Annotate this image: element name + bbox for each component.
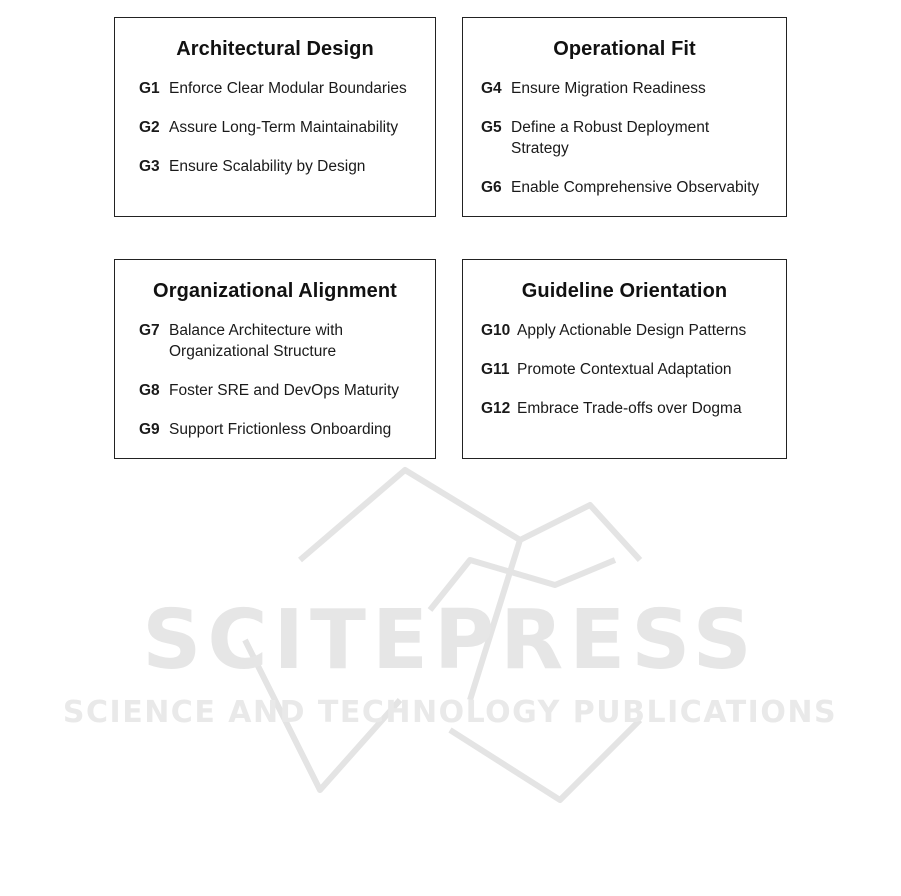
guideline-text: Apply Actionable Design Patterns bbox=[517, 322, 747, 339]
guideline-list bbox=[481, 320, 780, 437]
guideline-text: Promote Contextual Adaptation bbox=[517, 361, 732, 378]
panel-guideline-orientation bbox=[462, 259, 787, 459]
watermark-brand: SCITEPRESS bbox=[142, 593, 758, 688]
guideline-code: G8 bbox=[139, 382, 160, 399]
guideline-item bbox=[139, 419, 429, 440]
panel-title: Organizational Alignment bbox=[153, 280, 397, 302]
guideline-code: G11 bbox=[481, 361, 510, 378]
guideline-text: Ensure Scalability by Design bbox=[169, 158, 366, 175]
guideline-item bbox=[139, 320, 429, 362]
guideline-item bbox=[481, 78, 780, 99]
guideline-item bbox=[481, 359, 780, 380]
guideline-code: G10 bbox=[481, 322, 511, 339]
guideline-item bbox=[481, 320, 780, 341]
guideline-code: G2 bbox=[139, 119, 160, 136]
guideline-text: Assure Long-Term Maintainability bbox=[169, 119, 399, 136]
guideline-item bbox=[139, 117, 429, 138]
guideline-code: G9 bbox=[139, 421, 160, 438]
guideline-list bbox=[139, 78, 429, 195]
guideline-code: G4 bbox=[481, 80, 502, 97]
guideline-item bbox=[481, 398, 780, 419]
guideline-code: G1 bbox=[139, 80, 160, 97]
watermark-tagline: SCIENCE AND TECHNOLOGY PUBLICATIONS bbox=[62, 695, 838, 730]
panel-title: Guideline Orientation bbox=[521, 280, 728, 302]
guideline-text: Enable Comprehensive Observabity bbox=[511, 179, 760, 196]
panel-title: Architectural Design bbox=[176, 38, 374, 60]
panel-organizational-alignment bbox=[114, 259, 436, 459]
guideline-text: Balance Architecture with Organizational Structure bbox=[169, 322, 344, 360]
guideline-item bbox=[139, 78, 429, 99]
guideline-list bbox=[481, 78, 780, 216]
panel-architectural-design bbox=[114, 17, 436, 217]
guideline-code: G3 bbox=[139, 158, 160, 175]
guideline-code: G7 bbox=[139, 322, 160, 339]
panel-title: Operational Fit bbox=[553, 38, 696, 60]
guideline-text: Support Frictionless Onboarding bbox=[169, 421, 392, 438]
guideline-text: Embrace Trade-offs over Dogma bbox=[517, 400, 742, 417]
guideline-code: G12 bbox=[481, 400, 511, 417]
guideline-item bbox=[481, 177, 780, 198]
guideline-text: Foster SRE and DevOps Maturity bbox=[169, 382, 399, 399]
panel-operational-fit bbox=[462, 17, 787, 217]
guideline-item bbox=[139, 156, 429, 177]
guideline-text: Ensure Migration Readiness bbox=[511, 80, 706, 97]
guideline-item bbox=[139, 380, 429, 401]
guideline-item bbox=[481, 117, 780, 159]
guideline-list bbox=[139, 320, 429, 458]
guideline-code: G6 bbox=[481, 179, 502, 196]
guideline-text: Define a Robust Deployment Strategy bbox=[511, 119, 710, 157]
guideline-text: Enforce Clear Modular Boundaries bbox=[169, 80, 407, 97]
guideline-code: G5 bbox=[481, 119, 502, 136]
